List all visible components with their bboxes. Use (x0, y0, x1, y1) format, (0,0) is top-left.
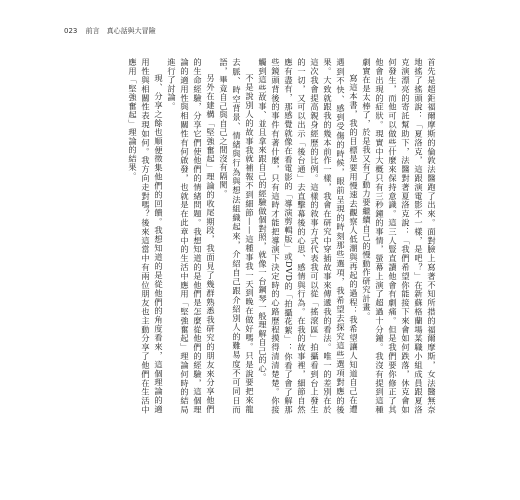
running-header (64, 26, 156, 40)
paragraph-1: 首先是超鉅福爾摩斯的倫敦法醫跑了出來。面對臉上寫著不知所措的福爾摩斯，女法醫無奈地搖了搖頭說：「夏洛克，這跟演電影不一樣，是吧？」在新蘇格蘭場某職小組成員跟夏洛克演漂亮的寄託幫助下，法醫對著夏洛克說：「我們希望你能接下來會如何跌落，休克會如何發生，而他可以做些什麼來保持意識。這三人豎直讀他會有劇痛。但是我們要你修正了其他會出現的症狀。現實中大概只有三秒鐘的事情，螢幕上演了超過十分鐘。我沒有提到這種劇實在是太棒了，於是我又有了動力要繼續自己的慢動作研究計畫。 (362, 58, 437, 414)
vertical-body-text (108, 58, 438, 414)
paragraph-4: 另外在建構「堅強奮起」理論的收尾期段，我面見了幾群熟悉我研究的朋友來分享他們的生命經驗，分享它們使他們的情緒問題。我想知道的是他們是怎麼從他們的經驗，這個理論的適用性與相關性有何啟發，也就是在此章中的生活中應用「堅強奮起」理論何時的結局進行了討論。 (167, 58, 216, 414)
paragraph-2: 寫這本書，我的目標是要用慢速去觀察人低潮與再起的過程：我希望讓人知道自己在遭遇到不快、感到受傷的時候，眼前呈現的時刻那些選項，我希望去探究這些選項對應的後果。大致就跟我的幾本前作一樣，我會在研究中穿插故事來傳遞我的看法。唯一的差別在於這次我會提高親身經歷的比例。這樣的敘事方式代表我可以從「搖滾區」拍攝看到台上發生的一切，又可以出示「後台通」去直擊幕後的心思、感情與行為。在我的故事裡，細節自然應有盡有，那感覺就像在看電影的「導演剪輯版」或DVD的「拍攝花絮」：你看了會了解那些鏡頭背後的事件有著什麼，只有這時才能把導演下決定時的心路歷程摸得清清楚楚。你接觸到這些故事、並且拿來跟自己的經驗做個對照，就像一台鋼琴一般理解自己的心。 (258, 58, 359, 414)
paragraph-5: 現、分享之餘也順便徵集他們的回饋。我想知道的是從他們的角度看來，這個理論的適用性與相關性表現如何。我方向走對嗎？後來這當中有兩位朋友也主動分享了他們在生活中應用「堅強奮起」理論的結果。 (128, 58, 164, 414)
paragraph-3: 不是說別人的故事我就補報不到細節——這種事我一天到晚在做好嗎。只是說要把來龍去脈、時空背景、情緒與行為與想法組織起來，介紹自己跟介紹別人的難易度不可同日而語，畢竟自己與自己之間沒有隔閡。 (219, 58, 255, 414)
page-number: 023 (64, 27, 78, 35)
section-title: 前言 真心話與大冒險 (85, 27, 156, 35)
